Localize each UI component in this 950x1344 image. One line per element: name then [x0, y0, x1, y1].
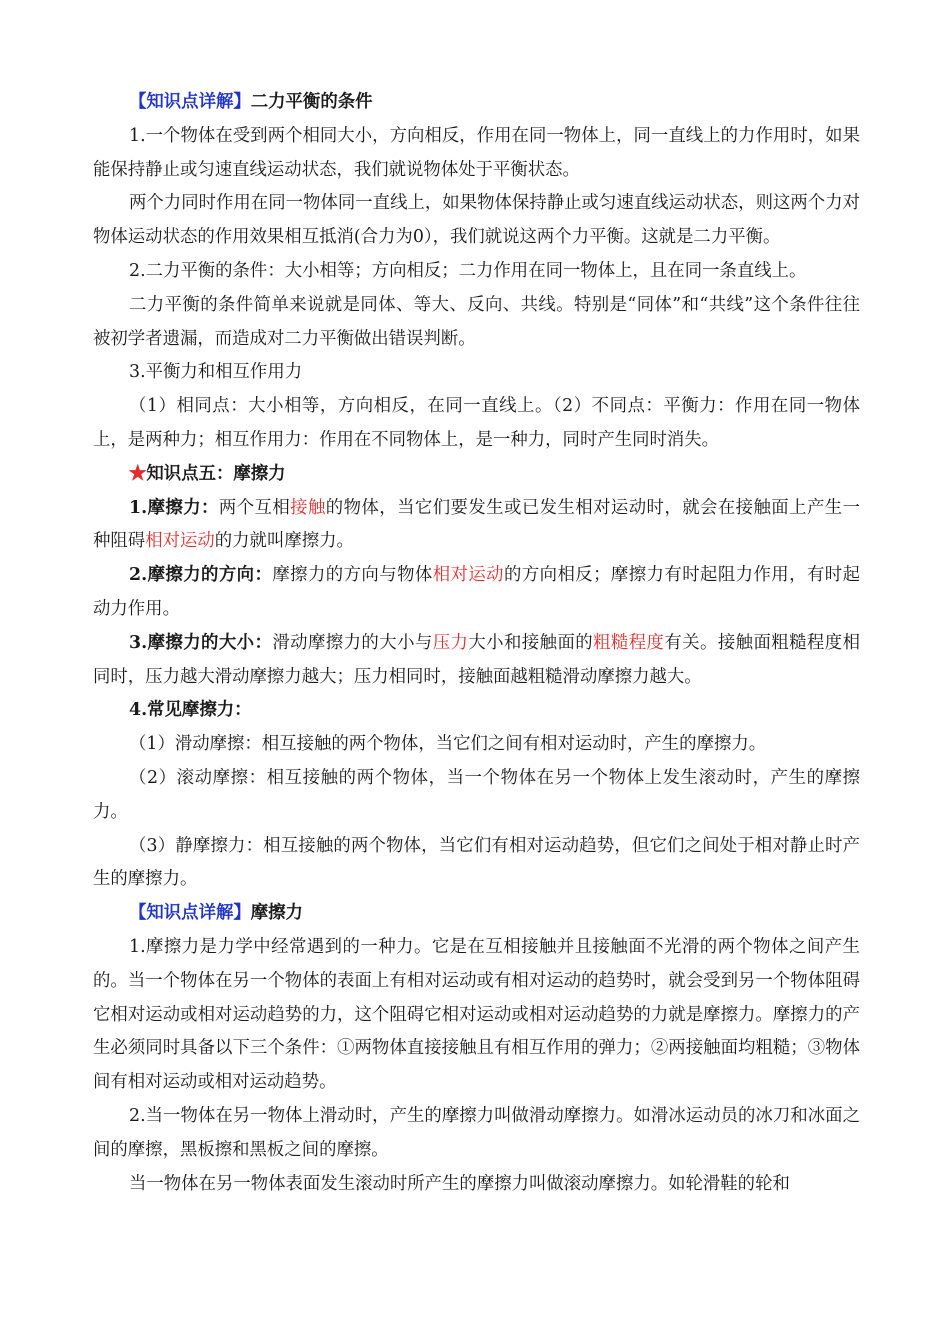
item-label: 4.常见摩擦力：	[129, 700, 252, 721]
star-icon: ★	[129, 463, 147, 484]
paragraph: （2）滚动摩擦：相互接触的两个物体，当一个物体在另一个物体上发生滚动时，产生的摩擦力。	[93, 767, 860, 822]
highlight-text: 粗糙程度	[593, 632, 665, 653]
highlight-text: 接触	[290, 497, 326, 518]
text: 摩擦力的方向与物体	[272, 565, 433, 586]
paragraph: 2.二力平衡的条件：大小相等；方向相反；二力作用在同一物体上，且在同一条直线上。	[129, 260, 807, 281]
paragraph: 两个力同时作用在同一物体同一直线上，如果物体保持静止或匀速直线运动状态，则这两个力对物体运动状态的作用效果相互抵消(合力为0），我们就说这两个力平衡。这就是二力平衡。	[93, 193, 860, 248]
text: 两个互相	[218, 497, 291, 518]
friction-definition	[93, 492, 860, 560]
highlight-text: 压力	[432, 632, 469, 653]
section-title: 二力平衡的条件	[250, 92, 373, 112]
text: 滑动摩擦力的大小与	[272, 632, 433, 653]
paragraph: 当一物体在另一物体表面发生滚动时所产生的摩擦力叫做滚动摩擦力。如轮滑鞋的轮和	[129, 1173, 790, 1194]
friction-direction	[93, 559, 860, 627]
section-heading-friction	[93, 458, 860, 492]
section-title: 知识点五：摩擦力	[146, 463, 286, 484]
item-label: 1.摩擦力：	[129, 497, 219, 518]
highlight-text: 相对运动	[145, 531, 215, 552]
friction-magnitude	[93, 627, 860, 695]
knowledge-tag: 【知识点详解】	[129, 903, 251, 924]
section-title: 摩擦力	[250, 903, 303, 924]
document-page	[93, 86, 860, 1201]
item-label: 2.摩擦力的方向：	[129, 565, 273, 586]
text: 的力就叫摩擦力。	[214, 531, 354, 552]
section-heading-balance	[93, 86, 860, 120]
paragraph: （3）静摩擦力：相互接触的两个物体，当它们有相对运动趋势，但它们之间处于相对静止时产生的摩擦力。	[93, 835, 860, 890]
item-label: 3.摩擦力的大小：	[129, 632, 273, 653]
text: 大小和接触面的	[468, 632, 594, 653]
common-friction-heading	[93, 694, 860, 728]
text: 有关。接触面粗糙程度相同时，压力越大滑动摩擦力越大；压力相同时，接触面越粗糙滑动摩擦力越大。	[93, 632, 860, 687]
section-heading-friction-detail	[93, 897, 860, 931]
paragraph: （1）滑动摩擦：相互接触的两个物体，当它们之间有相对运动时，产生的摩擦力。	[129, 734, 767, 755]
paragraph: 2.当一物体在另一物体上滑动时，产生的摩擦力叫做滑动摩擦力。如滑冰运动员的冰刀和冰面之间的摩擦，黑板擦和黑板之间的摩擦。	[93, 1105, 860, 1160]
paragraph: 1.一个物体在受到两个相同大小，方向相反，作用在同一物体上，同一直线上的力作用时，如果能保持静止或匀速直线运动状态，我们就说物体处于平衡状态。	[93, 125, 860, 180]
highlight-text: 相对运动	[432, 565, 504, 586]
text: 的物体，当它们要发生或已发生相对运动时，就会在接触面上产生一种阻碍	[93, 497, 860, 552]
paragraph: （1）相同点：大小相等，方向相反，在同一直线上。（2）不同点：平衡力：作用在同一物体上，是两种力；相互作用力：作用在不同物体上，是一种力，同时产生同时消失。	[93, 396, 860, 450]
paragraph: 3.平衡力和相互作用力	[129, 362, 303, 383]
knowledge-tag: 【知识点详解】	[129, 92, 251, 112]
paragraph: 二力平衡的条件简单来说就是同体、等大、反向、共线。特别是“同体”和“共线”这个条件往往被初学者遗漏，而造成对二力平衡做出错误判断。	[93, 294, 860, 349]
paragraph: 1.摩擦力是力学中经常遇到的一种力。它是在互相接触并且接触面不光滑的两个物体之间产生的。当一个物体在另一个物体的表面上有相对运动或有相对运动的趋势时，就会受到另一个物体阻碍它相对运动或相对运动趋势的力，这个阻碍它相对运动或相对运动趋势的力就是摩擦力。摩擦力的产生必须同时具备以下三个条件：①两物体直接接触且有相互作用的弹力；②两接触面均粗糙；③物体间有相对运动或相对运动趋势。	[93, 936, 860, 1093]
text: 的方向相反；摩擦力有时起阻力作用，有时起动力作用。	[93, 565, 860, 619]
